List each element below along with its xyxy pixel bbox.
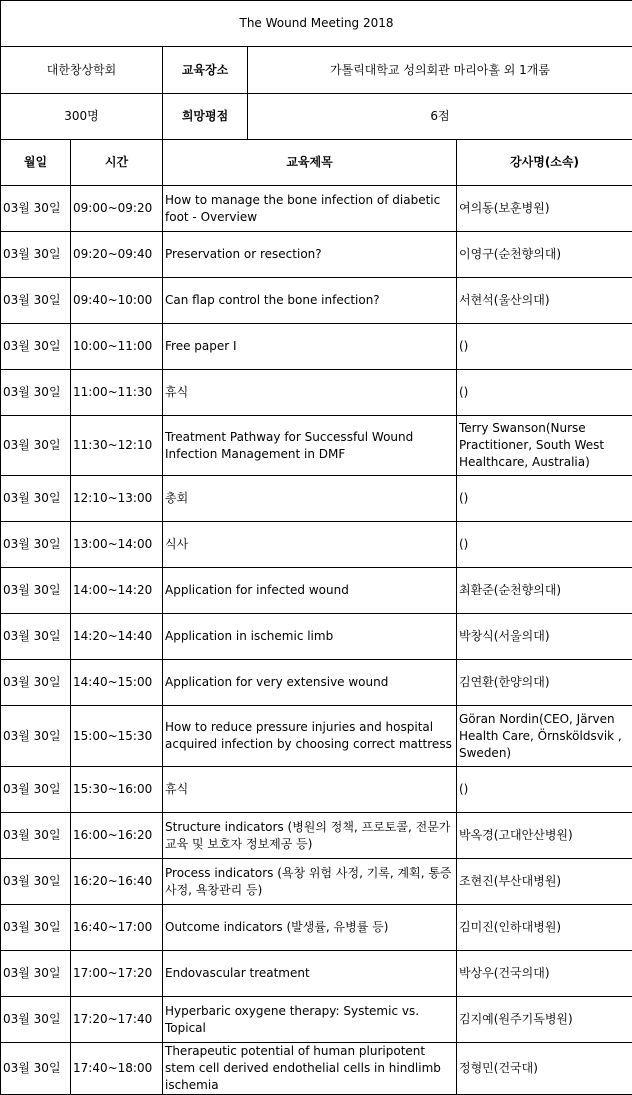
row-speaker: 서현석(울산의대): [457, 278, 632, 324]
row-speaker: 김연환(한양의대): [457, 660, 632, 706]
row-speaker: 박창식(서울의대): [457, 614, 632, 660]
row-time: 12:10~13:00: [71, 476, 163, 522]
row-date: 03월 30일: [1, 370, 71, 416]
row-time: 16:00~16:20: [71, 813, 163, 859]
table-row: [1, 278, 632, 324]
row-date: 03월 30일: [1, 232, 71, 278]
row-date: 03월 30일: [1, 522, 71, 568]
row-date: 03월 30일: [1, 813, 71, 859]
header-time: 시간: [71, 140, 163, 186]
row-date: 03월 30일: [1, 706, 71, 767]
row-speaker: 이영구(순천향의대): [457, 232, 632, 278]
table-row: [1, 232, 632, 278]
table-row: [1, 813, 632, 859]
row-date: 03월 30일: [1, 951, 71, 997]
venue-label: 교육장소: [163, 47, 248, 94]
row-time: 13:00~14:00: [71, 522, 163, 568]
row-time: 17:00~17:20: [71, 951, 163, 997]
row-topic: Application for infected wound: [163, 568, 457, 614]
row-topic: 식사: [163, 522, 457, 568]
table-row: [1, 859, 632, 905]
row-speaker: 정형민(건국대): [457, 1043, 632, 1095]
row-topic: Preservation or resection?: [163, 232, 457, 278]
row-speaker: 박옥경(고대안산병원): [457, 813, 632, 859]
table-row: [1, 660, 632, 706]
row-time: 17:20~17:40: [71, 997, 163, 1043]
row-speaker: 최환준(순천향의대): [457, 568, 632, 614]
row-time: 14:20~14:40: [71, 614, 163, 660]
row-date: 03월 30일: [1, 568, 71, 614]
row-topic: Outcome indicators (발생률, 유병률 등): [163, 905, 457, 951]
event-title: The Wound Meeting 2018: [1, 1, 632, 47]
points-label: 희망평점: [163, 94, 248, 140]
row-speaker: Terry Swanson(Nurse Practitioner, South West Healthcare, Australia): [457, 416, 632, 476]
row-speaker: (): [457, 522, 632, 568]
organizer: 대한창상학회: [1, 47, 163, 94]
row-topic: Can flap control the bone infection?: [163, 278, 457, 324]
row-date: 03월 30일: [1, 997, 71, 1043]
row-time: 11:00~11:30: [71, 370, 163, 416]
row-topic: Treatment Pathway for Successful Wound Infection Management in DMF: [163, 416, 457, 476]
row-time: 10:00~11:00: [71, 324, 163, 370]
row-time: 09:20~09:40: [71, 232, 163, 278]
points-row: [1, 94, 632, 140]
row-time: 15:30~16:00: [71, 767, 163, 813]
row-date: 03월 30일: [1, 476, 71, 522]
row-speaker: 김지예(원주기독병원): [457, 997, 632, 1043]
row-date: 03월 30일: [1, 767, 71, 813]
row-speaker: (): [457, 767, 632, 813]
row-date: 03월 30일: [1, 1043, 71, 1095]
table-row: [1, 476, 632, 522]
row-topic: Application in ischemic limb: [163, 614, 457, 660]
row-time: 14:40~15:00: [71, 660, 163, 706]
row-date: 03월 30일: [1, 905, 71, 951]
row-topic: Therapeutic potential of human pluripotent stem cell derived endothelial cells in hindlimb ischemia: [163, 1043, 457, 1095]
row-time: 09:00~09:20: [71, 186, 163, 232]
header-date: 월일: [1, 140, 71, 186]
venue-row: [1, 47, 632, 94]
header-speaker: 강사명(소속): [457, 140, 632, 186]
row-date: 03월 30일: [1, 324, 71, 370]
row-time: 11:30~12:10: [71, 416, 163, 476]
row-topic: Structure indicators (병원의 정책, 프로토콜, 전문가 교육 및 보호자 정보제공 등): [163, 813, 457, 859]
row-speaker: 여의동(보훈병원): [457, 186, 632, 232]
row-speaker: 김미진(인하대병원): [457, 905, 632, 951]
capacity: 300명: [1, 94, 163, 140]
table-row: [1, 186, 632, 232]
header-row: [1, 140, 632, 186]
row-topic: How to reduce pressure injuries and hospital acquired infection by choosing correct mattress: [163, 706, 457, 767]
table-row: [1, 951, 632, 997]
row-time: 09:40~10:00: [71, 278, 163, 324]
row-date: 03월 30일: [1, 859, 71, 905]
table-row: [1, 568, 632, 614]
row-topic: 휴식: [163, 370, 457, 416]
table-row: [1, 370, 632, 416]
row-date: 03월 30일: [1, 660, 71, 706]
table-row: [1, 416, 632, 476]
row-speaker: (): [457, 324, 632, 370]
row-speaker: (): [457, 476, 632, 522]
row-time: 15:00~15:30: [71, 706, 163, 767]
row-topic: How to manage the bone infection of diabetic foot - Overview: [163, 186, 457, 232]
table-row: [1, 905, 632, 951]
row-topic: Free paper I: [163, 324, 457, 370]
table-row: [1, 1043, 632, 1095]
row-speaker: 조현진(부산대병원): [457, 859, 632, 905]
table-row: [1, 997, 632, 1043]
venue: 가톨릭대학교 성의회관 마리아홀 외 1개룸: [248, 47, 632, 94]
row-speaker: Göran Nordin(CEO, Järven Health Care, Örnsköldsvik , Sweden): [457, 706, 632, 767]
table-row: [1, 767, 632, 813]
row-date: 03월 30일: [1, 416, 71, 476]
header-topic: 교육제목: [163, 140, 457, 186]
row-topic: Endovascular treatment: [163, 951, 457, 997]
row-topic: Hyperbaric oxygene therapy: Systemic vs. Topical: [163, 997, 457, 1043]
row-speaker: 박상우(건국의대): [457, 951, 632, 997]
row-topic: Application for very extensive wound: [163, 660, 457, 706]
row-date: 03월 30일: [1, 614, 71, 660]
row-topic: 총회: [163, 476, 457, 522]
table-row: [1, 522, 632, 568]
row-time: 14:00~14:20: [71, 568, 163, 614]
row-time: 16:40~17:00: [71, 905, 163, 951]
table-row: [1, 614, 632, 660]
row-topic: 휴식: [163, 767, 457, 813]
row-topic: Process indicators (욕창 위험 사정, 기록, 계획, 통증 사정, 욕창관리 등): [163, 859, 457, 905]
row-date: 03월 30일: [1, 186, 71, 232]
title-row: [1, 1, 632, 47]
row-speaker: (): [457, 370, 632, 416]
row-time: 17:40~18:00: [71, 1043, 163, 1095]
row-time: 16:20~16:40: [71, 859, 163, 905]
row-date: 03월 30일: [1, 278, 71, 324]
table-row: [1, 706, 632, 767]
points: 6점: [248, 94, 632, 140]
table-row: [1, 324, 632, 370]
